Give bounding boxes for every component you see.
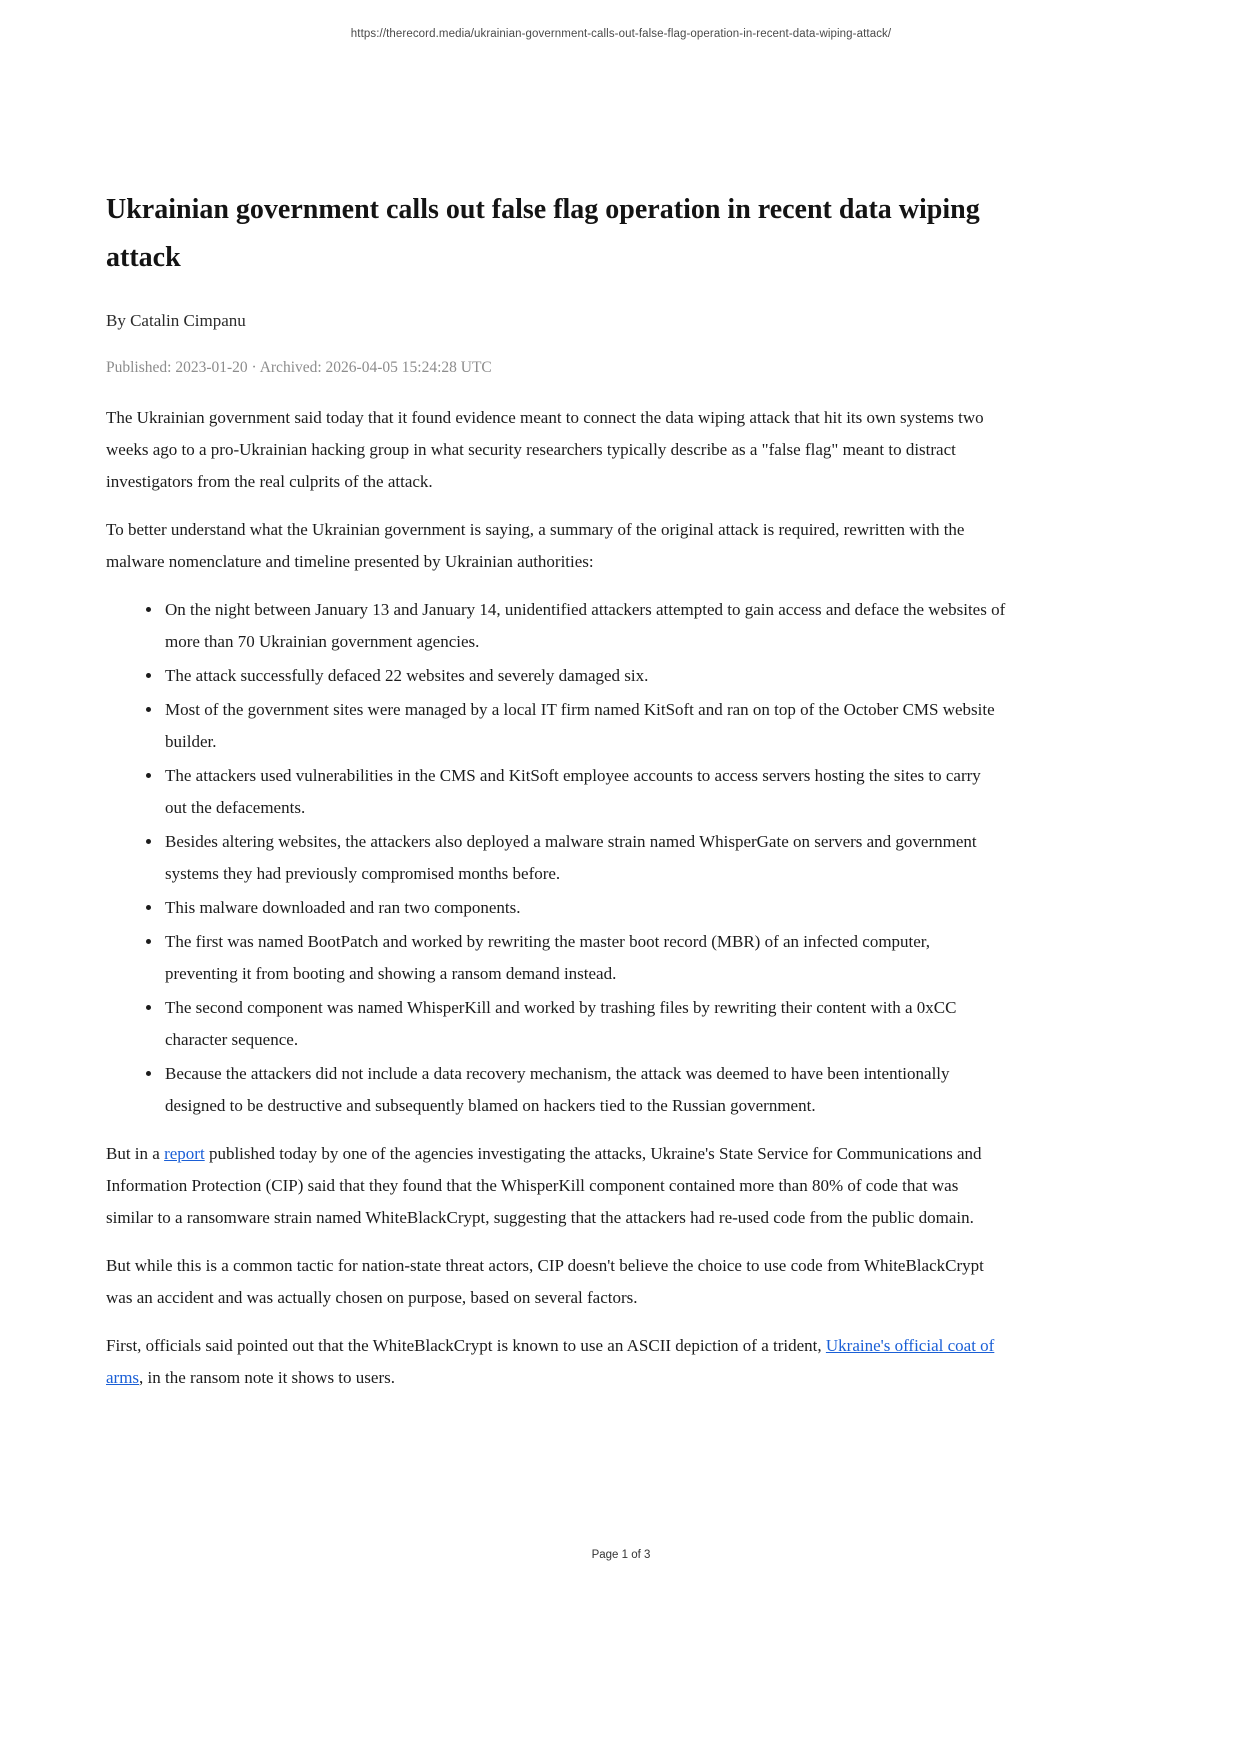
- bullet-item-7: • The first was named BootPatch and worked by rewriting the master boot record (MBR) of an infected computer, preventing it from booting and showing a ransom demand instead.: [163, 926, 1006, 990]
- attack-summary-list: [106, 594, 1006, 1122]
- print-header-url: https://therecord.media/ukrainian-government-calls-out-false-flag-operation-in-recent-data-wiping-attack/: [350, 28, 892, 40]
- paragraph-report: [106, 1138, 1006, 1234]
- text-segment: published today by one of the agencies investigating the attacks, Ukraine's State Service for Communications and Information Protection (CIP) said that they found that the WhisperKill component contained more than 80% of code that was similar to a ransomware strain named WhiteBlackCrypt, suggesting that the attackers had re-used code from the public domain.: [106, 1144, 982, 1227]
- text-segment: But in a: [106, 1144, 165, 1163]
- bullet-item-2: • The attack successfully defaced 22 websites and severely damaged six.: [163, 660, 1006, 692]
- bullet-item-8: • The second component was named WhisperKill and worked by trashing files by rewriting their content with a 0xCC character sequence.: [163, 992, 1006, 1056]
- paragraph-tactic: But while this is a common tactic for nation-state threat actors, CIP doesn't believe the choice to use code from WhiteBlackCrypt was an accident and was actually chosen on purpose, based on several factors.: [106, 1256, 984, 1307]
- article-byline: By Catalin Cimpanu: [106, 311, 246, 330]
- text-segment: , in the ransom note it shows to users.: [139, 1368, 395, 1387]
- bullet-item-3: • Most of the government sites were managed by a local IT firm named KitSoft and ran on top of the October CMS website builder.: [163, 694, 1006, 758]
- bullet-item-1: • On the night between January 13 and January 14, unidentified attackers attempted to gain access and deface the websites of more than 70 Ukrainian government agencies.: [163, 594, 1006, 658]
- paragraph-trident: [106, 1330, 1006, 1394]
- bullet-item-4: • The attackers used vulnerabilities in the CMS and KitSoft employee accounts to access servers hosting the sites to carry out the defacements.: [163, 760, 1006, 824]
- page-number-footer: Page 1 of 3: [591, 1549, 651, 1561]
- text-segment: First, officials said pointed out that the WhiteBlackCrypt is known to use an ASCII depiction of a trident,: [106, 1336, 826, 1355]
- paragraph-intro: The Ukrainian government said today that it found evidence meant to connect the data wiping attack that hit its own systems two weeks ago to a pro-Ukrainian hacking group in what security researchers typically describe as a "false flag" meant to distract investigators from the real culprits of the attack.: [106, 408, 984, 491]
- bullet-item-9: • Because the attackers did not include a data recovery mechanism, the attack was deemed to have been intentionally designed to be destructive and subsequently blamed on hackers tied to the Russian government.: [163, 1058, 1006, 1122]
- bullet-item-5: • Besides altering websites, the attackers also deployed a malware strain named WhisperGate on servers and government systems they had previously compromised months before.: [163, 826, 1006, 890]
- article-meta-dates: Published: 2023-01-20 · Archived: 2026-04-05 15:24:28 UTC: [106, 359, 492, 376]
- paragraph-summary-lead: To better understand what the Ukrainian government is saying, a summary of the original attack is required, rewritten with the malware nomenclature and timeline presented by Ukrainian authorities:: [106, 520, 965, 571]
- coat-of-arms-link[interactable]: Ukraine's official coat of arms: [106, 1336, 995, 1387]
- article-content: [106, 0, 1006, 1410]
- article-title: Ukrainian government calls out false flag operation in recent data wiping attack: [106, 194, 980, 273]
- report-link[interactable]: report: [164, 1144, 205, 1163]
- bullet-item-6: • This malware downloaded and ran two components.: [163, 892, 1006, 924]
